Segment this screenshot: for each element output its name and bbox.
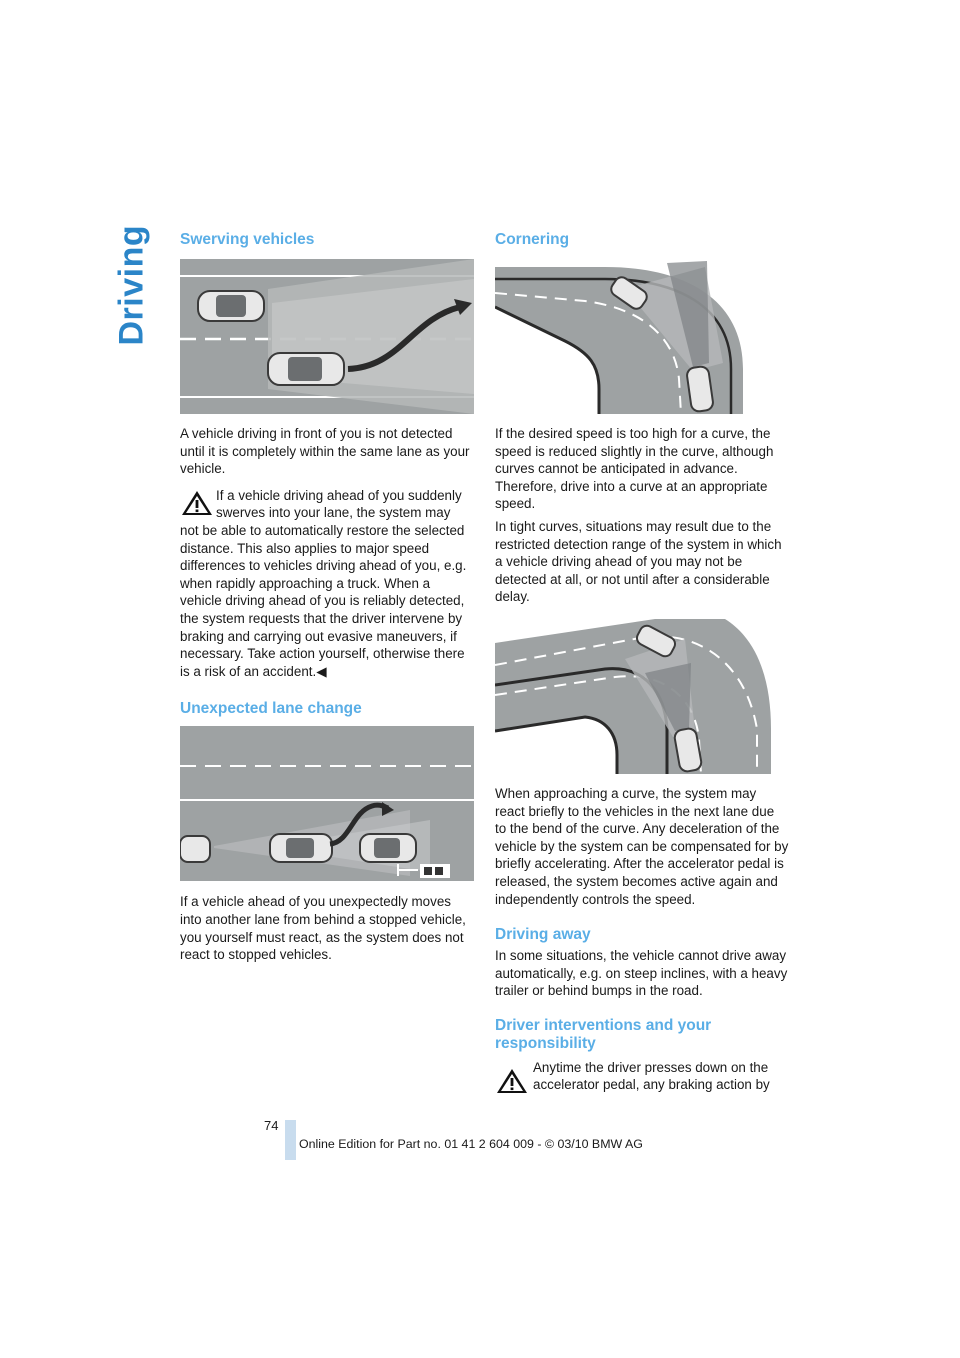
car-own	[268, 353, 344, 385]
car-ahead	[360, 834, 416, 862]
para-cornering-approach: When approaching a curve, the system may react briefly to the vehicles in the next lane due to the bend of the curve. Any deceleration of the vehicle by the system can be compensated for by briefly accelerating. After the accelerator pedal is released, the system becomes active again and independently controls the speed.	[495, 785, 789, 907]
right-column	[495, 230, 789, 1094]
car-own	[270, 834, 332, 862]
para-cornering-tight-curves: In tight curves, situations may result due to the restricted detection range of the system in which a vehicle driving ahead of you may not be detected at all, or not until after a considerable delay.	[495, 518, 782, 605]
warning-swerving-first: If a vehicle driving ahead of you suddenly swerves into your lane, the system may	[216, 487, 462, 521]
warning-driver-interventions	[495, 1059, 789, 1094]
footer-edition-text: Online Edition for Part no. 01 41 2 604 009 - © 03/10 BMW AG	[299, 1137, 643, 1151]
para-swerving-detection: A vehicle driving in front of you is not detected until it is completely within the same lane as your vehicle.	[180, 426, 470, 477]
figure-unexpected-lane-change	[180, 726, 474, 881]
figure-cornering-1	[495, 259, 789, 414]
car-stopped	[180, 836, 210, 862]
heading-swerving-vehicles: Swerving vehicles	[180, 231, 315, 248]
warning-swerving-rest: not be able to automatically restore the selected distance. This also applies to major speed differences to vehicles driving ahead of you, e.g. when rapidly approaching a truck. When a vehicle driving ahead of you is reliably detected, the system requests that the driver intervene by braking and carrying out evasive maneuvers, if necessary. Take action yourself, otherwise there is a risk of an accident.◀	[180, 522, 467, 679]
warning-triangle-icon	[495, 1067, 529, 1095]
chapter-side-label: Driving	[112, 224, 151, 346]
para-cornering-speed: If the desired speed is too high for a curve, the speed is reduced slightly in the curve, although curves cannot be anticipated in advance. Therefore, drive into a curve at an appropriate speed.	[495, 426, 774, 512]
figure-swerving-vehicles	[180, 259, 474, 414]
car-own	[686, 366, 714, 413]
heading-driving-away: Driving away	[495, 926, 591, 944]
left-column	[180, 230, 474, 964]
warning-triangle-icon	[180, 489, 214, 517]
heading-unexpected-lane-change: Unexpected lane change	[180, 700, 362, 718]
para-unexpected-lane-change: If a vehicle ahead of you unexpectedly moves into another lane from behind a stopped vehicle, you yourself must react, as the system does not react to stopped vehicles.	[180, 894, 466, 963]
heading-cornering: Cornering	[495, 231, 570, 248]
heading-driver-interventions: Driver interventions and your responsibility	[495, 1016, 712, 1052]
figure-cornering-2	[495, 619, 789, 774]
car-ahead	[198, 291, 264, 321]
para-driving-away: In some situations, the vehicle cannot drive away automatically, e.g. on steep inclines, with a heavy trailer or behind bumps in the road.	[495, 948, 788, 999]
footer-accent-bar	[285, 1120, 296, 1160]
warning-driver-interventions-text: Anytime the driver presses down on the accelerator pedal, any braking action by	[533, 1059, 770, 1093]
warning-swerving	[180, 487, 474, 681]
page-number: 74	[264, 1118, 279, 1133]
